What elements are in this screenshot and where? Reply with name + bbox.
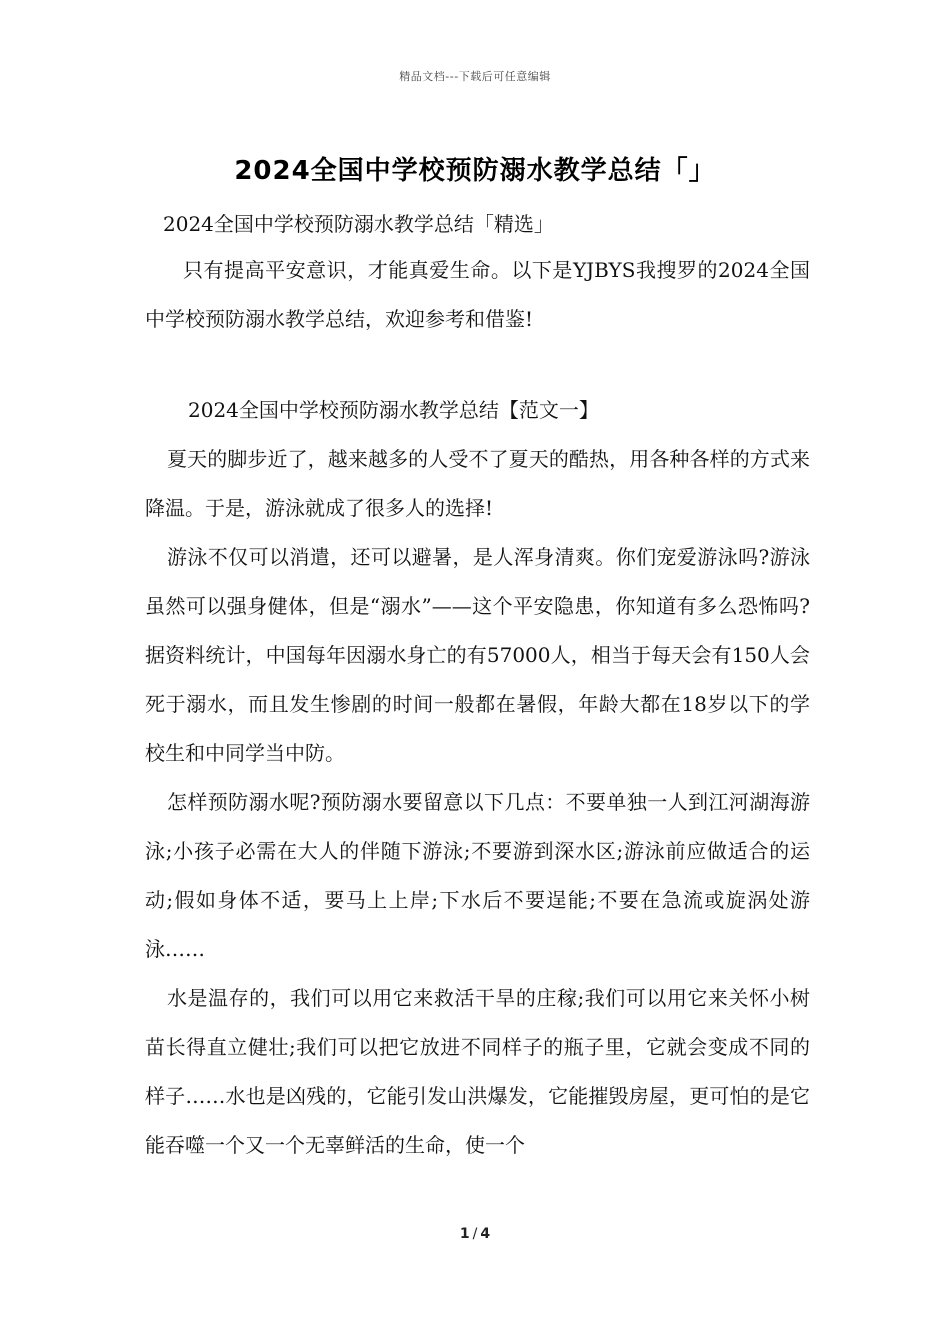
document-body: [145, 246, 810, 1170]
total-page-count: 4: [480, 1226, 491, 1242]
page-separator: /: [472, 1226, 478, 1242]
document-subtitle: 2024全国中学校预防溺水教学总结「精选」: [163, 212, 554, 236]
page-number: [0, 1226, 950, 1242]
page-header: 精品文档---下载后可任意编辑: [399, 70, 551, 83]
body-paragraph: 水是温存的，我们可以用它来救活干旱的庄稼;我们可以用它来关怀小树苗长得直立健壮;我们可以把它放进不同样子的瓶子里，它就会变成不同的样子……水也是凶残的，它能引发山洪爆发，它能摧毁房屋，更可怕的是它能吞噬一个又一个无辜鲜活的生命，使一个: [145, 986, 810, 1157]
intro-paragraph: 只有提高平安意识，才能真爱生命。以下是YJBYS我搜罗的2024全国中学校预防溺水教学总结，欢迎参考和借鉴!: [145, 258, 810, 331]
section-heading: 2024全国中学校预防溺水教学总结【范文一】: [188, 398, 599, 422]
document-title: 2024全国中学校预防溺水教学总结「」: [234, 156, 716, 186]
body-paragraph: 游泳不仅可以消遣，还可以避暑，是人浑身清爽。你们宠爱游泳吗?游泳虽然可以强身健体，但是“溺水”——这个平安隐患，你知道有多么恐怖吗?据资料统计，中国每年因溺水身亡的有57000人，相当于每天会有150人会死于溺水，而且发生惨剧的时间一般都在暑假，年龄大都在18岁以下的学校生和中同学当中防。: [145, 545, 810, 765]
body-paragraph: 怎样预防溺水呢?预防溺水要留意以下几点：不要单独一人到江河湖海游泳;小孩子必需在大人的伴随下游泳;不要游到深水区;游泳前应做适合的运动;假如身体不适，要马上上岸;下水后不要逞能;不要在急流或旋涡处游泳……: [145, 790, 810, 961]
body-paragraph: 夏天的脚步近了，越来越多的人受不了夏天的酷热，用各种各样的方式来降温。于是，游泳就成了很多人的选择!: [145, 447, 810, 520]
current-page-number: 1: [459, 1226, 470, 1242]
